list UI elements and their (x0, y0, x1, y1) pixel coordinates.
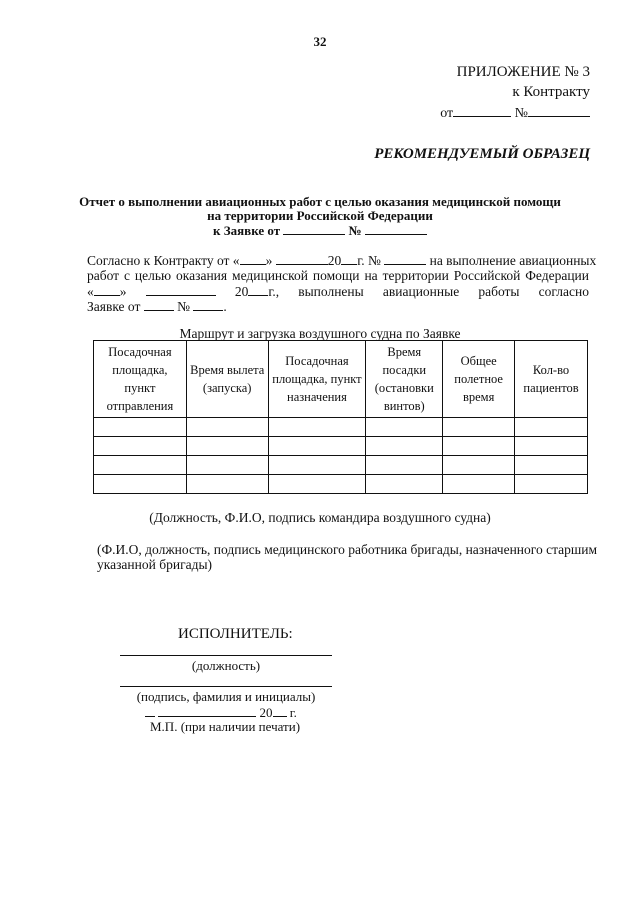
executor-label: ИСПОЛНИТЕЛЬ: (178, 626, 293, 642)
line3-month-blank (146, 283, 216, 296)
line4-date-blank (144, 298, 174, 311)
stamp-caption: М.П. (при наличии печати) (150, 719, 301, 734)
medic-signature-line2: указанной бригады) (97, 557, 213, 572)
line4-number-label: № (177, 299, 191, 314)
report-title-line3 (0, 222, 640, 239)
position-caption: (должность) (191, 658, 261, 673)
appendix-subtitle: к Контракту (512, 84, 590, 100)
request-number-label: № (348, 223, 362, 238)
contract-year-prefix: 20 (327, 253, 342, 268)
contract-month-blank (276, 252, 328, 265)
line3-year: 20 г., (234, 284, 280, 299)
line4-number-blank (193, 298, 223, 311)
route-table (93, 340, 588, 494)
appendix-date-line (440, 104, 590, 122)
contract-day-blank (240, 252, 266, 265)
route-table-header-row (94, 341, 588, 418)
line3-date: « » (87, 284, 127, 299)
medic-signature-line1: (Ф.И.О, должность, подпись медицинского работника бригады, назначенного старшим (97, 542, 598, 557)
report-title-line1: Отчет о выполнении авиационных работ с целью оказания медицинской помощи (79, 194, 561, 209)
contract-number-label: г. № (357, 253, 381, 268)
report-title-line2: на территории Российской Федерации (207, 208, 433, 223)
from-label: от (440, 106, 454, 121)
signature-caption: (подпись, фамилия и инициалы) (136, 689, 316, 704)
signature-line (120, 686, 332, 687)
contract-year-blank (341, 252, 357, 265)
header-destination: Посадочная площадка, пункт назначения (268, 341, 366, 418)
table-row (94, 418, 588, 437)
body-line-4: Заявке от № . (87, 299, 227, 314)
request-from-label: к Заявке от (213, 223, 281, 238)
number-blank (528, 104, 590, 117)
commander-signature-caption: (Должность, Ф.И.О, подпись командира воздушного судна) (149, 510, 491, 525)
line3-word-3: работы (478, 284, 520, 299)
table-row (94, 475, 588, 494)
table-row (94, 456, 588, 475)
date-blank (453, 104, 511, 117)
executor-year-g: г. (289, 705, 297, 720)
header-total-time: Общее полетное время (443, 341, 515, 418)
executor-year-prefix: 20 (259, 705, 273, 720)
body-line1-end: на выполнение авиационных (429, 253, 597, 268)
body-line-1 (87, 252, 597, 269)
request-date-blank (283, 222, 345, 235)
position-line (120, 655, 332, 656)
sample-label: РЕКОМЕНДУЕМЫЙ ОБРАЗЕЦ (374, 146, 590, 162)
header-patients: Кол-во пациентов (515, 341, 588, 418)
body-line-2: работ с целью оказания медицинской помощи на территории Российской Федерации (87, 268, 589, 283)
contract-number-blank (384, 252, 426, 265)
route-table-caption: Маршрут и загрузка воздушного судна по Заявке (179, 326, 461, 341)
appendix-title: ПРИЛОЖЕНИЕ № 3 (456, 64, 590, 80)
header-departure-time: Время вылета (запуска) (186, 341, 268, 418)
request-number-blank (365, 222, 427, 235)
line3-word-4: согласно (538, 284, 589, 299)
table-row (94, 437, 588, 456)
header-departure: Посадочная площадка, пункт отправления (94, 341, 187, 418)
page-number: 32 (313, 34, 327, 49)
line3-word-1: выполнены (298, 284, 364, 299)
line4-request-label: Заявке от (87, 299, 141, 314)
line3-word-2: авиационные (382, 284, 460, 299)
number-label: № (514, 106, 528, 121)
contract-from-text: Согласно к Контракту от « (87, 253, 240, 268)
quote-close: » (265, 253, 273, 268)
header-landing-time: Время посадки (остановки винтов) (366, 341, 443, 418)
